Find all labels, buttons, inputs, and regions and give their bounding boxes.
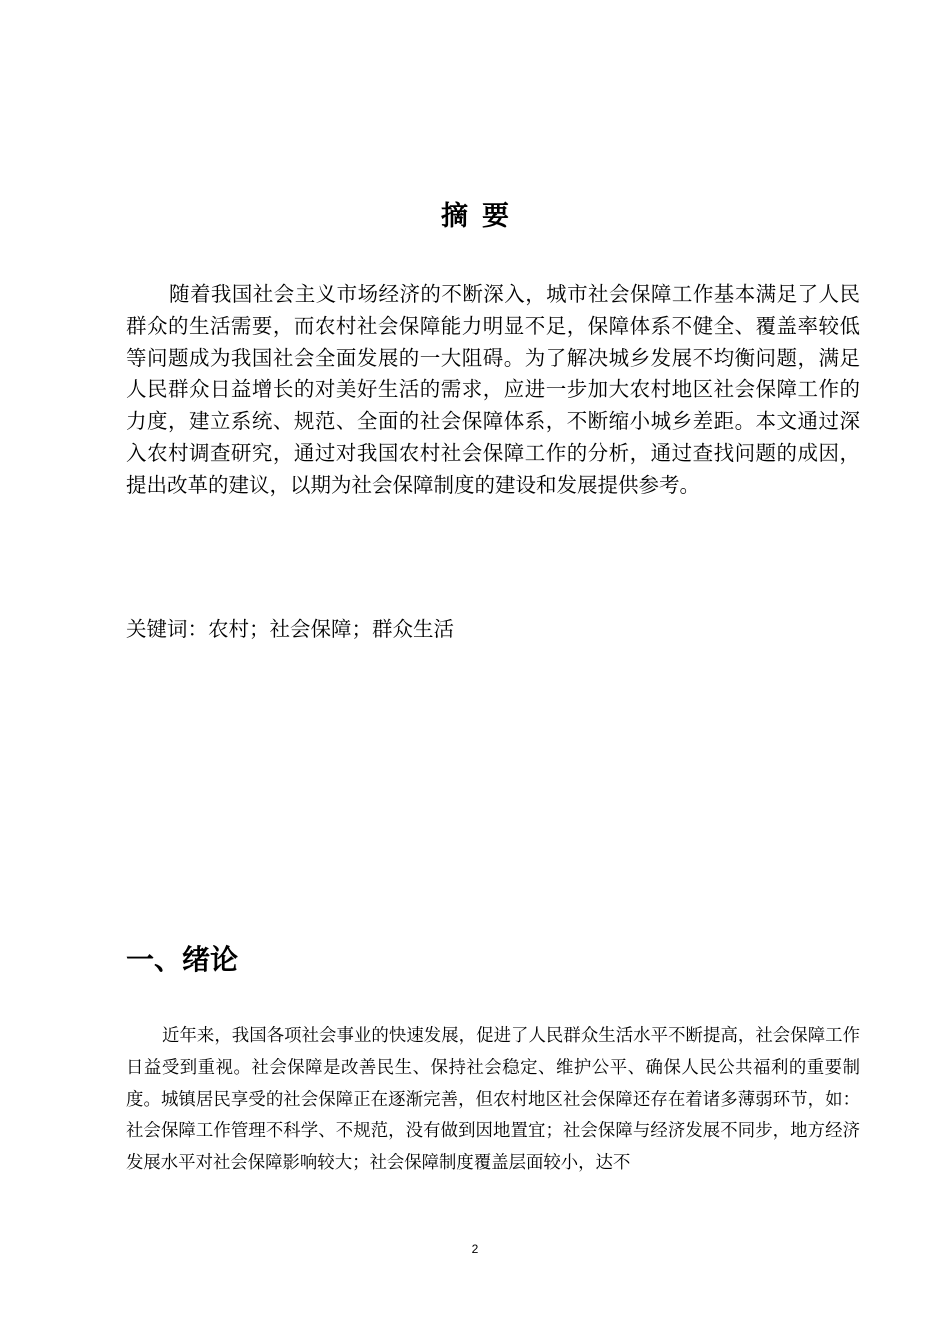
abstract-title: 摘要 — [441, 201, 523, 232]
introduction-paragraph: 近年来，我国各项社会事业的快速发展，促进了人民群众生活水平不断提高，社会保障工作日益受到重视。社会保障是改善民生、保持社会稳定、维护公平、确保人民公共福利的重要制度。城镇居民享受的社会保障正在逐渐完善，但农村地区社会保障还存在着诸多薄弱环节，如：社会保障工作管理不科学、不规范，没有做到因地置宜；社会保障与经济发展不同步，地方经济发展水平对社会保障影响较大；社会保障制度覆盖层面较小，达不 — [126, 1026, 860, 1174]
abstract-paragraph: 随着我国社会主义市场经济的不断深入，城市社会保障工作基本满足了人民群众的生活需要，而农村社会保障能力明显不足，保障体系不健全、覆盖率较低等问题成为我国社会全面发展的一大阻碍。为了解决城乡发展不均衡问题，满足人民群众日益增长的对美好生活的需求，应进一步加大农村地区社会保障工作的力度，建立系统、规范、全面的社会保障体系，不断缩小城乡差距。本文通过深入农村调查研究，通过对我国农村社会保障工作的分析，通过查找问题的成因，提出改革的建议，以期为社会保障制度的建设和发展提供参考。 — [126, 282, 860, 497]
page-number: 2 — [471, 1242, 479, 1256]
section-heading-introduction: 一、绪论 — [126, 943, 239, 976]
keywords-line: 关键词：农村；社会保障；群众生活 — [126, 617, 454, 641]
